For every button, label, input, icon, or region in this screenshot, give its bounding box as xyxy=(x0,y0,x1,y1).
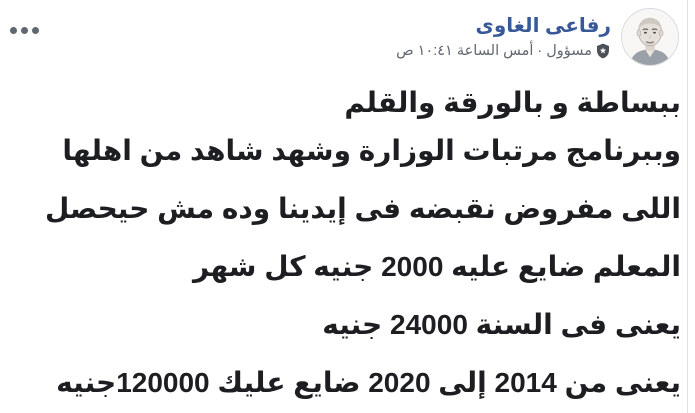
post-timestamp-link[interactable]: أمس الساعة ١٠:٤١ ص xyxy=(396,43,534,59)
post-body xyxy=(0,86,687,400)
post-options-button[interactable] xyxy=(8,25,41,36)
profile-photo-icon xyxy=(622,9,678,65)
profile-avatar[interactable] xyxy=(621,8,679,66)
post-meta-row xyxy=(396,42,611,60)
dot-icon xyxy=(32,27,39,34)
dot-icon xyxy=(10,27,17,34)
post-header-text xyxy=(396,14,611,60)
post-paragraph: المعلم ضايع عليه 2000 جنيه كل شهر xyxy=(193,251,681,282)
author-name-link[interactable]: رفاعى الغاوى xyxy=(475,15,611,37)
post-header xyxy=(0,0,687,66)
admin-shield-star-badge-icon xyxy=(595,43,611,59)
post-paragraph: يعنى فى السنة 24000 جنيه xyxy=(322,309,681,340)
post-paragraph: يعنى من 2014 إلى 2020 ضايع عليك 120000جنيه xyxy=(56,367,681,398)
dot-icon xyxy=(21,27,28,34)
meta-separator: · xyxy=(537,43,543,59)
author-role-badge: مسؤول xyxy=(546,43,592,59)
post-paragraph: وببرنامج مرتبات الوزارة وشهد شاهد من اهلها xyxy=(62,135,681,166)
post-paragraph: اللى مفروض نقبضه فى إيدينا وده مش حيحصل xyxy=(45,193,681,224)
post-paragraph: ببساطة و بالورقة والقلم xyxy=(344,87,681,118)
